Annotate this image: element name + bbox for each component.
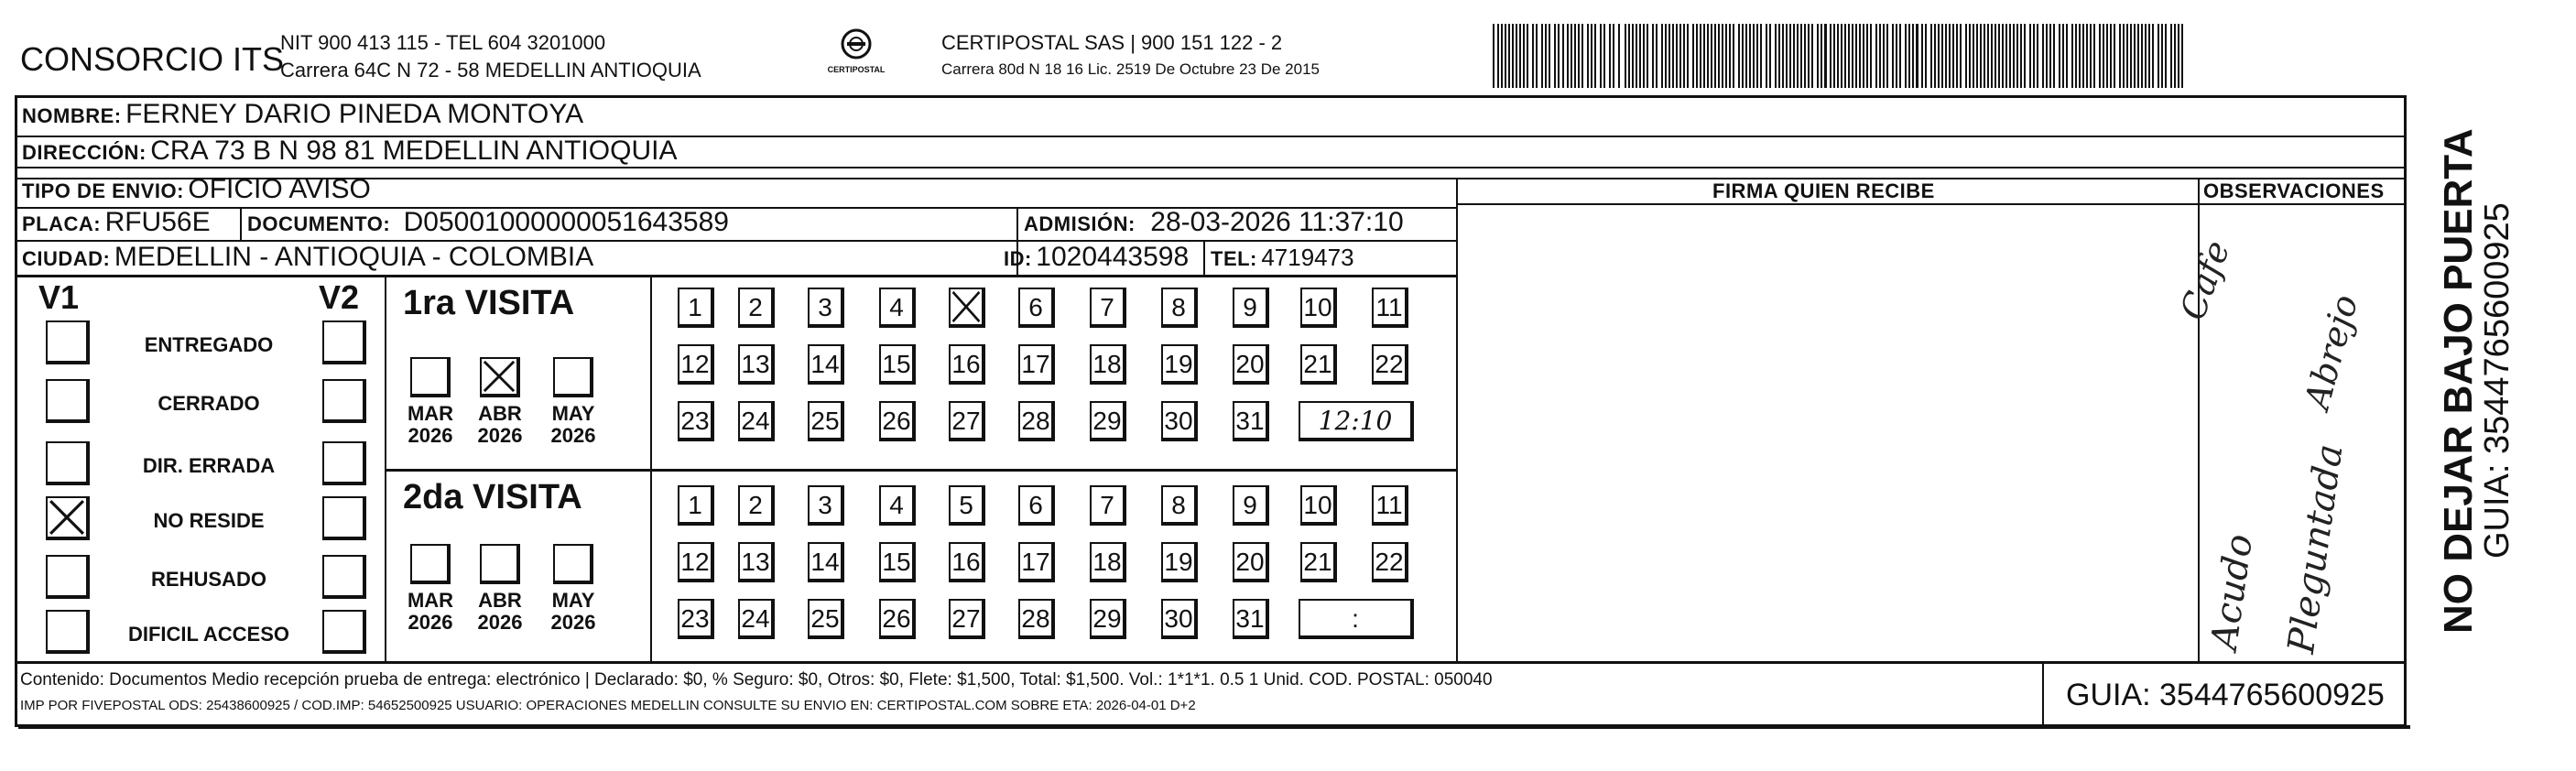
col-divider [385, 275, 386, 661]
ciudad-row [22, 242, 593, 273]
v2-label: V2 [319, 278, 360, 316]
day-box: 15 [879, 542, 916, 582]
v1-checkbox [46, 610, 90, 654]
direccion-value: CRA 73 B N 98 81 MEDELLIN ANTIOQUIA [150, 136, 678, 166]
day-box: 19 [1161, 542, 1198, 582]
footer-imp: IMP POR FIVEPOSTAL ODS: 25438600925 / COD.IMP: 54652500925 USUARIO: OPERACIONES MEDELLIN CONSULTE SU ENVIO EN: CERTIPOSTAL.COM SOBRE ETA: 2026-04-01 D+2 [20, 698, 1196, 713]
row-divider [15, 167, 2407, 168]
day-box: 18 [1090, 344, 1126, 385]
month-checkbox [480, 357, 520, 397]
v1-checkbox [46, 555, 90, 599]
day-box: 25 [808, 401, 844, 441]
month-year: 2026 [550, 424, 596, 447]
row-divider [15, 661, 2407, 664]
status-label: DIFICIL ACCESO [127, 623, 289, 646]
v1-checkbox [46, 320, 90, 364]
day-box: 23 [678, 599, 714, 639]
firma-label: FIRMA QUIEN RECIBE [1712, 179, 1935, 202]
month-checkbox [410, 357, 451, 397]
tipo-label: TIPO DE ENVIO: [22, 179, 184, 202]
day-box: 23 [678, 401, 714, 441]
barcode [1493, 24, 2189, 88]
tel-label: TEL: [1211, 247, 1257, 270]
placa-label: PLACA: [22, 212, 102, 235]
nombre-row [22, 99, 583, 130]
col-divider [2042, 661, 2044, 727]
form-frame [15, 95, 2407, 727]
day-box: 27 [949, 401, 985, 441]
status-label: REHUSADO [151, 568, 266, 591]
barcode-icon [1493, 24, 2189, 88]
day-box: 26 [879, 401, 916, 441]
day-box: 13 [738, 542, 775, 582]
direccion-label: DIRECCIÓN: [22, 141, 147, 164]
day-box: 22 [1372, 344, 1408, 385]
ciudad-label: CIUDAD: [22, 247, 111, 270]
status-label: ENTREGADO [144, 333, 274, 356]
month-label: MAR [407, 589, 454, 612]
day-box: 26 [879, 599, 916, 639]
col-divider [650, 275, 652, 661]
nombre-label: NOMBRE: [22, 104, 122, 127]
day-box: 27 [949, 599, 985, 639]
day-box: 3 [808, 288, 844, 328]
ciudad-value: MEDELLIN - ANTIOQUIA - COLOMBIA [114, 242, 594, 272]
observaciones-label: OBSERVACIONES [2203, 179, 2385, 202]
day-box: 13 [738, 344, 775, 385]
day-box: 14 [808, 542, 844, 582]
v2-checkbox [322, 320, 366, 364]
day-box: 9 [1233, 485, 1269, 526]
observation-handwriting: Acudo [2203, 531, 2262, 653]
month-year: 2026 [550, 611, 596, 634]
v2-checkbox [322, 441, 366, 485]
admision-value: 28-03-2026 11:37:10 [1150, 207, 1404, 237]
documento-label: DOCUMENTO: [247, 212, 391, 235]
day-box: 12 [678, 344, 714, 385]
day-box: 4 [879, 288, 916, 328]
day-box: 30 [1161, 401, 1198, 441]
status-label: NO RESIDE [153, 509, 265, 532]
row-divider [15, 178, 2407, 179]
day-box: 16 [949, 542, 985, 582]
month-year: 2026 [477, 611, 523, 634]
day-box: 31 [1233, 599, 1269, 639]
footer-contenido: Contenido: Documentos Medio recepción prueba de entrega: electrónico | Declarado: $0, % Seguro: $0, Otros: $0, Flete: $1,500, Total: $1,500. Vol.: 1*1*1. 0.5 1 Unid. COD. POSTAL: 050040 [20, 670, 1493, 690]
month-checkbox [410, 544, 451, 584]
month-checkbox [480, 544, 520, 584]
day-box: 20 [1233, 344, 1269, 385]
carrier-address: Carrera 80d N 18 16 Lic. 2519 De Octubre 23 De 2015 [941, 60, 1320, 78]
day-box: 21 [1300, 542, 1337, 582]
visit1-title: 1ra VISITA [403, 284, 575, 322]
day-box: 24 [738, 599, 775, 639]
day-box: 8 [1161, 288, 1198, 328]
col-divider [240, 207, 242, 240]
time-box: : [1299, 599, 1414, 639]
day-box: 6 [1018, 288, 1055, 328]
month-year: 2026 [477, 424, 523, 447]
nit-line: NIT 900 413 115 - TEL 604 3201000 [280, 31, 606, 54]
row-divider [1456, 203, 2407, 205]
day-box: 28 [1018, 599, 1055, 639]
day-box: 15 [879, 344, 916, 385]
month-label: ABR [478, 402, 522, 425]
id-row [1004, 242, 1189, 273]
day-box: 11 [1372, 485, 1408, 526]
check-mark-icon [951, 289, 982, 324]
day-box: 4 [879, 485, 916, 526]
status-label: DIR. ERRADA [142, 454, 276, 477]
placa-row [22, 207, 211, 238]
day-box: 10 [1300, 288, 1337, 328]
v2-checkbox [322, 496, 366, 540]
logo-text: CERTIPOSTAL [827, 65, 886, 74]
col-divider [1203, 240, 1205, 275]
tel-row [1211, 244, 1354, 272]
day-box: 1 [678, 288, 714, 328]
day-box: 17 [1018, 542, 1055, 582]
v2-checkbox [322, 379, 366, 423]
month-label: MAY [551, 589, 595, 612]
placa-value: RFU56E [104, 207, 211, 237]
direccion-row [22, 136, 677, 167]
day-box: 7 [1090, 485, 1126, 526]
day-box: 6 [1018, 485, 1055, 526]
logo-icon [836, 27, 876, 60]
day-box: 25 [808, 599, 844, 639]
day-box: 11 [1372, 288, 1408, 328]
day-box: 12 [678, 542, 714, 582]
day-box: 14 [808, 344, 844, 385]
day-box: 29 [1090, 401, 1126, 441]
side-guia: GUIA: 3544765600925 [2478, 202, 2516, 559]
month-checkbox [553, 357, 593, 397]
col-divider [1456, 178, 1458, 663]
day-box: 9 [1233, 288, 1269, 328]
documento-row [247, 207, 729, 238]
day-box: 29 [1090, 599, 1126, 639]
day-box: 2 [738, 485, 775, 526]
month-year: 2026 [408, 611, 453, 634]
check-mark-icon [48, 498, 86, 537]
company-name: CONSORCIO ITS [20, 40, 285, 78]
month-label: MAR [407, 402, 454, 425]
admision-label: ADMISIÓN: [1024, 212, 1136, 235]
company-address: Carrera 64C N 72 - 58 MEDELLIN ANTIOQUIA [280, 59, 701, 81]
day-box: 31 [1233, 401, 1269, 441]
visit2-title: 2da VISITA [403, 478, 582, 516]
day-box: 28 [1018, 401, 1055, 441]
v1-label: V1 [38, 278, 80, 316]
day-box: 5 [949, 485, 985, 526]
day-box: 2 [738, 288, 775, 328]
carrier-line: CERTIPOSTAL SAS | 900 151 122 - 2 [941, 31, 1283, 54]
footer-guia: GUIA: 3544765600925 [2066, 678, 2385, 712]
day-box: 24 [738, 401, 775, 441]
day-box: 18 [1090, 542, 1126, 582]
tel-value: 4719473 [1261, 244, 1354, 271]
tipo-row [22, 174, 371, 205]
status-label: CERRADO [158, 392, 260, 415]
day-box: 20 [1233, 542, 1269, 582]
nombre-value: FERNEY DARIO PINEDA MONTOYA [125, 99, 584, 129]
day-box: 10 [1300, 485, 1337, 526]
day-box: 17 [1018, 344, 1055, 385]
certipostal-logo [806, 27, 907, 82]
id-label: ID: [1004, 247, 1032, 270]
month-label: MAY [551, 402, 595, 425]
day-box [949, 288, 985, 328]
v1-checkbox [46, 496, 90, 540]
v2-checkbox [322, 555, 366, 599]
day-box: 21 [1300, 344, 1337, 385]
check-mark-icon [482, 359, 516, 394]
month-label: ABR [478, 589, 522, 612]
day-box: 30 [1161, 599, 1198, 639]
admision-row [1024, 207, 1404, 238]
day-box: 16 [949, 344, 985, 385]
month-checkbox [553, 544, 593, 584]
observation-handwriting: Cafe [2172, 235, 2238, 326]
day-box: 1 [678, 485, 714, 526]
v1-checkbox [46, 441, 90, 485]
day-box: 8 [1161, 485, 1198, 526]
day-box: 7 [1090, 288, 1126, 328]
side-warning: NO DEJAR BAJO PUERTA [2436, 128, 2481, 634]
id-value: 1020443598 [1036, 242, 1190, 272]
row-divider [385, 469, 1456, 472]
documento-value: D05001000000051643589 [403, 207, 729, 237]
day-box: 3 [808, 485, 844, 526]
time-box: 12:10 [1299, 401, 1414, 441]
v2-checkbox [322, 610, 366, 654]
tipo-value: OFICIO AVISO [188, 174, 371, 204]
observation-handwriting: Abrejo [2297, 290, 2366, 414]
month-year: 2026 [408, 424, 453, 447]
v1-checkbox [46, 379, 90, 423]
day-box: 22 [1372, 542, 1408, 582]
observation-handwriting: Pleguntada [2280, 441, 2352, 657]
frame-bottom-shadow [18, 725, 2410, 729]
day-box: 19 [1161, 344, 1198, 385]
row-divider [15, 275, 1458, 277]
